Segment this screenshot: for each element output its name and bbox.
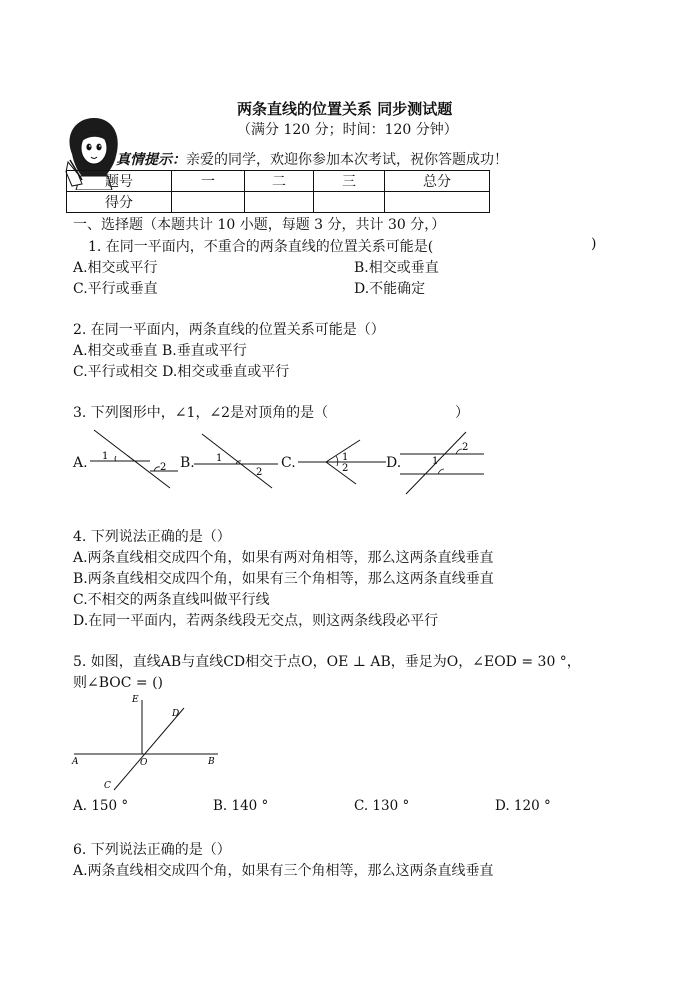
q3-paren-close: ） xyxy=(455,405,469,421)
score-cell-1[interactable] xyxy=(172,192,245,213)
score-cell-2[interactable] xyxy=(245,192,314,213)
q3-figure-d xyxy=(398,428,486,496)
q2-options-line-2[interactable]: C.平行或相交 D.相交或垂直或平行 xyxy=(73,364,290,380)
q3-fig-b-angle-2: 2 xyxy=(256,467,263,478)
q6-stem: 6. 下列说法正确的是（） xyxy=(73,842,231,858)
q3-fig-d-angle-2: 2 xyxy=(462,442,469,453)
page-title: 两条直线的位置关系 同步测试题 xyxy=(237,100,453,118)
score-table-header-cell: 一 xyxy=(172,171,245,192)
score-table-header-cell: 题号 xyxy=(67,171,172,192)
q1-stem: 1. 在同一平面内，不重合的两条直线的位置关系可能是( xyxy=(88,239,434,255)
q3-fig-a-angle-1: 1 xyxy=(102,451,109,462)
q3-fig-c-angle-2: 2 xyxy=(342,463,349,474)
q4-option-b[interactable]: B.两条直线相交成四个角，如果有三个角相等，那么这两条直线垂直 xyxy=(73,571,494,587)
q4-option-a[interactable]: A.两条直线相交成四个角，如果有两对角相等，那么这两条直线垂直 xyxy=(73,550,494,566)
score-table xyxy=(66,170,490,213)
q2-stem: 2. 在同一平面内，两条直线的位置关系可能是（） xyxy=(73,322,385,338)
q3-option-b-label[interactable]: B. xyxy=(180,455,195,471)
q4-option-d[interactable]: D.在同一平面内，若两条线段无交点，则这两条线段必平行 xyxy=(73,613,439,629)
q3-stem: 3. 下列图形中，∠1，∠2是对顶角的是（ xyxy=(73,405,329,421)
q3-fig-d-angle-1: 1 xyxy=(432,456,439,467)
q5-label-o: O xyxy=(140,758,148,768)
tip-text: 亲爱的同学，欢迎你参加本次考试，祝你答题成功！ xyxy=(186,152,508,168)
score-table-row xyxy=(67,192,490,213)
q3-fig-a-angle-2: 2 xyxy=(160,462,167,473)
q1-option-a[interactable]: A.相交或平行 xyxy=(73,260,158,276)
q3-fig-b-angle-1: 1 xyxy=(216,453,223,464)
q3-option-a-label[interactable]: A. xyxy=(73,455,88,471)
q1-option-d[interactable]: D.不能确定 xyxy=(354,281,426,297)
q3-figure-a xyxy=(86,428,182,494)
q4-option-c[interactable]: C.不相交的两条直线叫做平行线 xyxy=(73,592,270,608)
q3-option-d-label[interactable]: D. xyxy=(386,455,402,471)
score-table-header-row xyxy=(67,171,490,192)
score-cell-total[interactable] xyxy=(385,192,490,213)
score-table-header-cell: 总分 xyxy=(385,171,490,192)
page-subtitle: （满分 120 分；时间：120 分钟） xyxy=(237,122,458,138)
q3-option-c-label[interactable]: C. xyxy=(281,455,296,471)
q5-label-e: E xyxy=(132,695,139,705)
score-table-header-cell: 三 xyxy=(314,171,385,192)
q5-stem-line-2: 则∠BOC = () xyxy=(73,675,164,691)
q5-option-c[interactable]: C. 130 ° xyxy=(354,798,410,814)
tip-label: 真情提示： xyxy=(116,152,186,168)
q1-option-c[interactable]: C.平行或垂直 xyxy=(73,281,158,297)
score-table-header-cell: 二 xyxy=(245,171,314,192)
q5-option-b[interactable]: B. 140 ° xyxy=(213,798,269,814)
q4-stem: 4. 下列说法正确的是（） xyxy=(73,529,231,545)
q5-label-d: D xyxy=(172,709,180,719)
score-cell-3[interactable] xyxy=(314,192,385,213)
q2-options-line-1[interactable]: A.相交或垂直 B.垂直或平行 xyxy=(73,343,247,359)
right-eye xyxy=(96,144,101,151)
q5-stem-line-1: 5. 如图，直线AB与直线CD相交于点O，OE ⊥ AB，垂足为O，∠EOD = 30 °， xyxy=(73,654,581,670)
score-row-label: 得分 xyxy=(67,192,172,213)
q5-option-a[interactable]: A. 150 ° xyxy=(73,798,129,814)
section-heading: 一、选择题（本题共计 10 小题，每题 3 分，共计 30 分，） xyxy=(73,217,446,233)
q5-label-a: A xyxy=(72,757,79,767)
tip-line xyxy=(116,149,508,169)
q3-figure-c xyxy=(296,432,388,492)
q3-figure-b xyxy=(194,432,280,492)
q5-option-d[interactable]: D. 120 ° xyxy=(495,798,551,814)
q1-option-b[interactable]: B.相交或垂直 xyxy=(354,260,439,276)
q3-fig-c-angle-1: 1 xyxy=(342,452,349,463)
q5-label-c: C xyxy=(104,781,111,791)
q5-label-b: B xyxy=(208,757,215,767)
q6-option-a[interactable]: A.两条直线相交成四个角，如果有三个角相等，那么这两条直线垂直 xyxy=(73,863,494,879)
q1-paren-close: ) xyxy=(591,236,597,252)
q5-figure xyxy=(70,690,230,794)
left-eye xyxy=(86,144,91,151)
